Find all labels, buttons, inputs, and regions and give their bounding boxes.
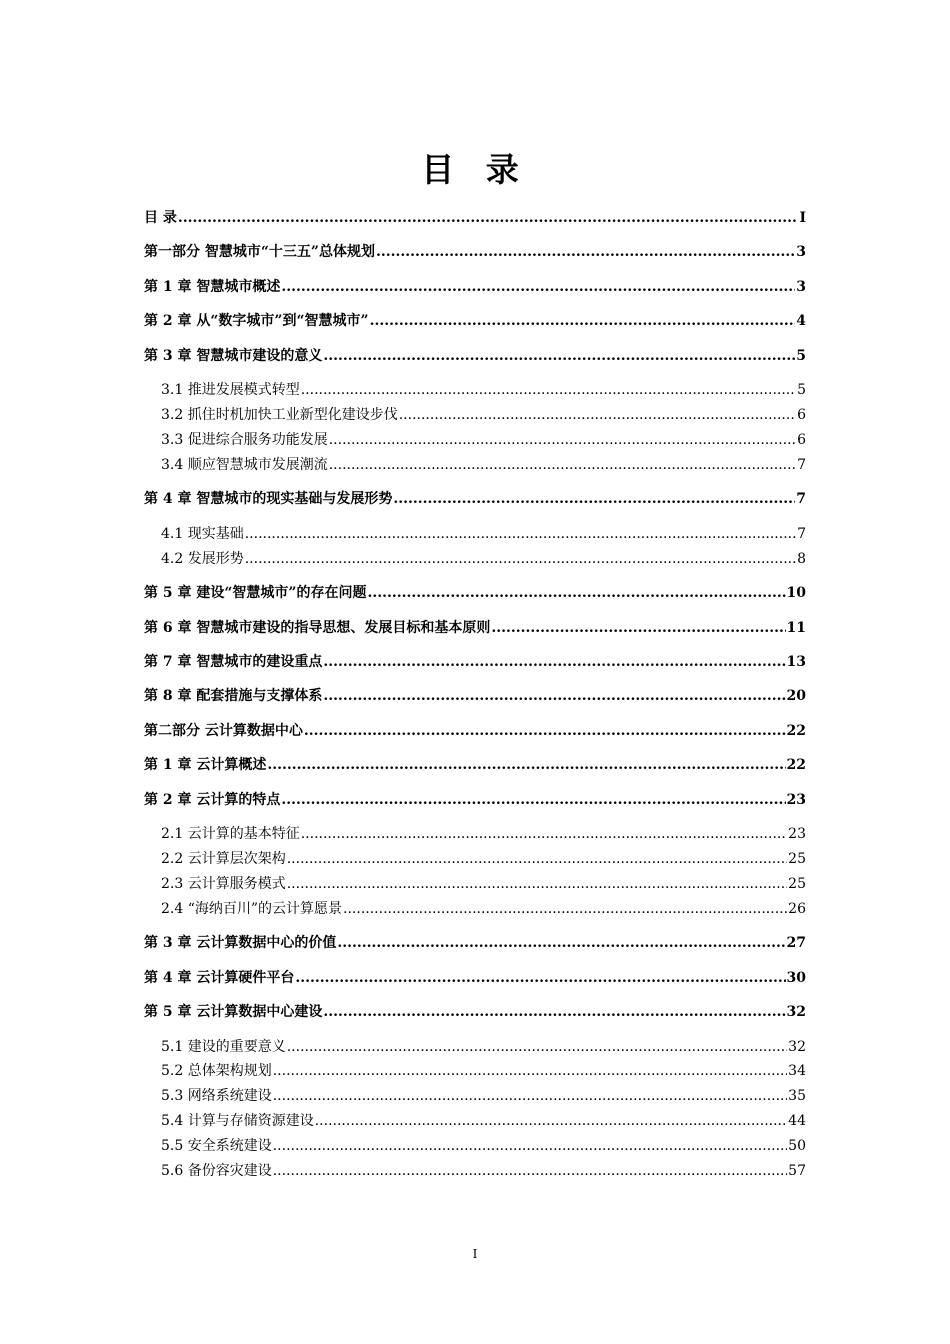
toc-entry-page-number: 5	[796, 348, 806, 364]
toc-dot-leader	[393, 491, 795, 507]
toc-dot-leader	[323, 1004, 785, 1020]
toc-entry-page-number: 3	[796, 279, 806, 295]
toc-entry-page-number: 6	[797, 407, 806, 423]
toc-entry[interactable]	[144, 276, 806, 298]
toc-entry-page-number: 30	[786, 970, 806, 986]
toc-entry-label: 第 7 章 智慧城市的建设重点	[144, 654, 323, 670]
toc-title: 目 录	[421, 150, 529, 189]
toc-entry-label: 第 8 章 配套措施与支撑体系	[144, 688, 323, 704]
toc-entry-page-number: 23	[786, 792, 806, 808]
toc-entry-page-number: 20	[786, 688, 806, 704]
toc-dot-leader	[323, 654, 785, 670]
toc-entry[interactable]	[161, 1110, 806, 1132]
toc-entry-label: 4.2 发展形势	[161, 551, 244, 567]
toc-entry[interactable]	[144, 207, 806, 229]
toc-dot-leader	[399, 407, 796, 423]
toc-dot-leader	[273, 1063, 787, 1079]
toc-entry-label: 2.3 云计算服务模式	[161, 876, 286, 892]
toc-entry[interactable]	[144, 310, 806, 332]
toc-entry-page-number: 23	[788, 826, 806, 842]
toc-entry-page-number: 35	[788, 1088, 806, 1104]
toc-entry-label: 5.3 网络系统建设	[161, 1088, 272, 1104]
toc-entry-page-number: 7	[797, 457, 806, 473]
toc-entry-label: 5.6 备份容灾建设	[161, 1163, 272, 1179]
toc-entry-page-number: 7	[797, 526, 806, 542]
toc-dot-leader	[245, 551, 796, 567]
toc-dot-leader	[178, 210, 799, 226]
toc-dot-leader	[304, 723, 786, 739]
toc-entry[interactable]	[161, 548, 806, 570]
toc-entry-label: 5.1 建设的重要意义	[161, 1039, 286, 1055]
toc-entry[interactable]	[144, 651, 806, 673]
toc-entry[interactable]	[144, 617, 806, 639]
toc-entry-label: 3.4 顺应智慧城市发展潮流	[161, 457, 328, 473]
toc-entry-page-number: 5	[797, 382, 806, 398]
toc-dot-leader	[287, 851, 787, 867]
toc-entry[interactable]	[144, 241, 806, 263]
toc-entry[interactable]	[161, 523, 806, 545]
toc-entry-label: 第 4 章 云计算硬件平台	[144, 970, 295, 986]
toc-entry-page-number: 6	[797, 432, 806, 448]
toc-entry-label: 第 6 章 智慧城市建设的指导思想、发展目标和基本原则	[144, 620, 491, 636]
toc-entry-label: 第 4 章 智慧城市的现实基础与发展形势	[144, 491, 393, 507]
toc-dot-leader	[295, 970, 785, 986]
toc-entry-page-number: 44	[788, 1113, 806, 1129]
toc-entry-label: 第 5 章 云计算数据中心建设	[144, 1004, 323, 1020]
toc-entry-label: 第一部分 智慧城市“十三五”总体规划	[144, 244, 375, 260]
toc-dot-leader	[287, 876, 787, 892]
toc-entry-label: 5.4 计算与存储资源建设	[161, 1113, 314, 1129]
toc-entry-page-number: 3	[796, 244, 806, 260]
toc-entry-page-number: 34	[788, 1063, 806, 1079]
toc-entry-label: 5.2 总体架构规划	[161, 1063, 272, 1079]
toc-entry[interactable]	[144, 720, 806, 742]
toc-entry-label: 3.1 推进发展模式转型	[161, 382, 300, 398]
toc-entry[interactable]	[161, 1135, 806, 1157]
toc-entry-page-number: 7	[796, 491, 806, 507]
toc-entry-page-number: 13	[786, 654, 806, 670]
toc-entry-page-number: 10	[786, 585, 806, 601]
toc-entry[interactable]	[144, 789, 806, 811]
toc-entry-label: 第 3 章 云计算数据中心的价值	[144, 935, 337, 951]
toc-entry-page-number: I	[799, 210, 806, 226]
toc-entry-page-number: 26	[788, 901, 806, 917]
toc-dot-leader	[273, 1088, 787, 1104]
toc-entry-page-number: 4	[796, 313, 806, 329]
toc-dot-leader	[245, 526, 796, 542]
toc-entry[interactable]	[161, 848, 806, 870]
toc-entry-label: 3.3 促进综合服务功能发展	[161, 432, 328, 448]
toc-entry-label: 第 1 章 云计算概述	[144, 757, 267, 773]
toc-dot-leader	[343, 901, 787, 917]
toc-dot-leader	[281, 279, 795, 295]
toc-entry-page-number: 32	[786, 1004, 806, 1020]
toc-dot-leader	[367, 585, 785, 601]
toc-dot-leader	[337, 935, 785, 951]
toc-entry-label: 4.1 现实基础	[161, 526, 244, 542]
toc-entry[interactable]	[161, 1160, 806, 1182]
toc-entry-label: 3.2 抓住时机加快工业新型化建设步伐	[161, 407, 398, 423]
toc-entry[interactable]	[144, 685, 806, 707]
toc-entry-page-number: 22	[786, 757, 806, 773]
toc-dot-leader	[273, 1138, 787, 1154]
toc-entry-page-number: 11	[786, 620, 806, 636]
toc-entry[interactable]	[144, 754, 806, 776]
toc-entry-page-number: 25	[788, 876, 806, 892]
toc-entry[interactable]	[161, 379, 806, 401]
toc-entry-label: 目 录	[144, 210, 177, 226]
toc-entry[interactable]	[161, 873, 806, 895]
toc-entry-label: 第 1 章 智慧城市概述	[144, 279, 281, 295]
toc-entry-label: 第 5 章 建设“智慧城市”的存在问题	[144, 585, 367, 601]
toc-entry[interactable]	[144, 1001, 806, 1023]
toc-entry[interactable]	[144, 582, 806, 604]
toc-dot-leader	[370, 313, 796, 329]
toc-entry-page-number: 25	[788, 851, 806, 867]
toc-dot-leader	[329, 457, 796, 473]
toc-entry-page-number: 57	[788, 1163, 806, 1179]
toc-dot-leader	[301, 382, 796, 398]
toc-entry-page-number: 27	[786, 935, 806, 951]
toc-entry-label: 第 2 章 从“数字城市”到“智慧城市”	[144, 313, 369, 329]
toc-dot-leader	[267, 757, 785, 773]
toc-entry-page-number: 22	[786, 723, 806, 739]
toc-dot-leader	[301, 826, 787, 842]
toc-dot-leader	[287, 1039, 787, 1055]
toc-dot-leader	[281, 792, 785, 808]
toc-entry[interactable]	[161, 823, 806, 845]
toc-dot-leader	[323, 688, 785, 704]
toc-entry-label: 第 2 章 云计算的特点	[144, 792, 281, 808]
toc-entry[interactable]	[161, 429, 806, 451]
toc-entry-page-number: 50	[788, 1138, 806, 1154]
toc-entry[interactable]	[161, 898, 806, 920]
toc-entry[interactable]	[161, 1060, 806, 1082]
toc-entry-label: 第二部分 云计算数据中心	[144, 723, 303, 739]
toc-dot-leader	[273, 1163, 787, 1179]
toc-dot-leader	[491, 620, 785, 636]
toc-entry[interactable]	[144, 488, 806, 510]
toc-dot-leader	[376, 244, 795, 260]
toc-entry-label: 2.2 云计算层次架构	[161, 851, 286, 867]
toc-entry[interactable]	[144, 967, 806, 989]
toc-entry[interactable]	[144, 345, 806, 367]
toc-entry[interactable]	[161, 454, 806, 476]
toc-entry-label: 5.5 安全系统建设	[161, 1138, 272, 1154]
toc-entry[interactable]	[161, 404, 806, 426]
toc-entry-page-number: 8	[797, 551, 806, 567]
page-number-footer: I	[472, 1247, 478, 1261]
toc-entry-label: 2.4 “海纳百川”的云计算愿景	[161, 901, 343, 917]
toc-dot-leader	[315, 1113, 787, 1129]
toc-dot-leader	[323, 348, 795, 364]
toc-entry[interactable]	[161, 1036, 806, 1058]
toc-entry-label: 第 3 章 智慧城市建设的意义	[144, 348, 323, 364]
toc-entry-page-number: 32	[788, 1039, 806, 1055]
toc-entry[interactable]	[161, 1085, 806, 1107]
toc-entry-label: 2.1 云计算的基本特征	[161, 826, 300, 842]
toc-entry[interactable]	[144, 932, 806, 954]
toc-dot-leader	[329, 432, 796, 448]
